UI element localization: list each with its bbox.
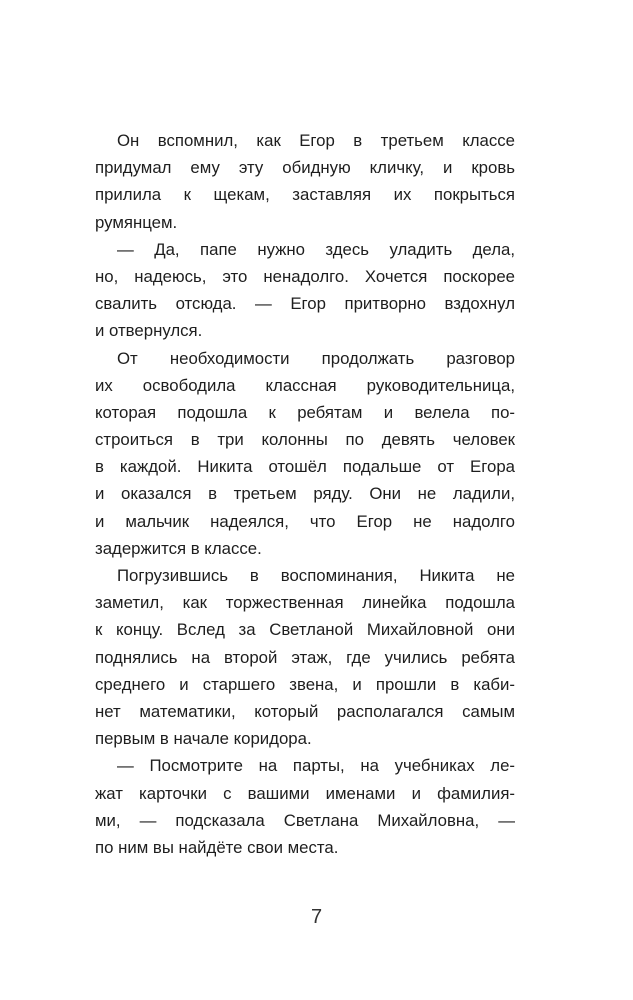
text-line: жат карточки с вашими именами и фамилия-	[95, 783, 515, 803]
body-text	[95, 127, 515, 861]
text-line: Погрузившись в воспоминания, Никита не	[117, 566, 515, 585]
text-line: по ним вы найдёте свои места.	[95, 837, 339, 857]
paragraph-5	[95, 752, 515, 861]
text-line: свалить отсюда. — Егор притворно вздохнул	[95, 294, 515, 314]
text-line: Он вспомнил, как Егор в третьем классе	[117, 131, 515, 150]
text-line: заметил, как торжественная линейка подошла	[95, 593, 515, 613]
text-line: и отвернулся.	[95, 321, 203, 341]
paragraph-1	[95, 127, 515, 236]
paragraph-2	[95, 236, 515, 345]
page-number: 7	[310, 906, 323, 928]
text-line: среднего и старшего звена, и прошли в каби-	[95, 674, 515, 694]
paragraph-3	[95, 345, 515, 563]
text-line: прилила к щекам, заставляя их покрыться	[95, 185, 515, 205]
text-line: их освободила классная руководительница,	[95, 375, 515, 395]
text-line: которая подошла к ребятам и велела по-	[95, 402, 515, 422]
text-line: задержится в классе.	[95, 538, 262, 558]
text-line: — Да, папе нужно здесь уладить дела,	[117, 239, 515, 259]
text-line: первым в начале коридора.	[95, 729, 312, 749]
text-line: в каждой. Никита отошёл подальше от Егора	[95, 457, 515, 477]
text-line: румянцем.	[95, 212, 178, 232]
text-line: к концу. Вслед за Светланой Михайловной они	[95, 620, 515, 640]
paragraph-4	[95, 562, 515, 752]
text-line: От необходимости продолжать разговор	[117, 348, 515, 368]
text-line: — Посмотрите на парты, на учебниках ле-	[117, 756, 515, 776]
text-line: ми, — подсказала Светлана Михайловна, —	[95, 810, 515, 830]
text-line: и оказался в третьем ряду. Они не ладили,	[95, 484, 515, 504]
text-line: придумал ему эту обидную кличку, и кровь	[95, 158, 515, 178]
text-line: но, надеюсь, это ненадолго. Хочется поскорее	[95, 266, 515, 286]
text-line: поднялись на второй этаж, где учились ребята	[95, 647, 515, 667]
text-line: нет математики, который располагался самым	[95, 701, 515, 721]
text-line: строиться в три колонны по девять человек	[95, 430, 515, 450]
text-line: и мальчик надеялся, что Егор не надолго	[95, 511, 515, 531]
